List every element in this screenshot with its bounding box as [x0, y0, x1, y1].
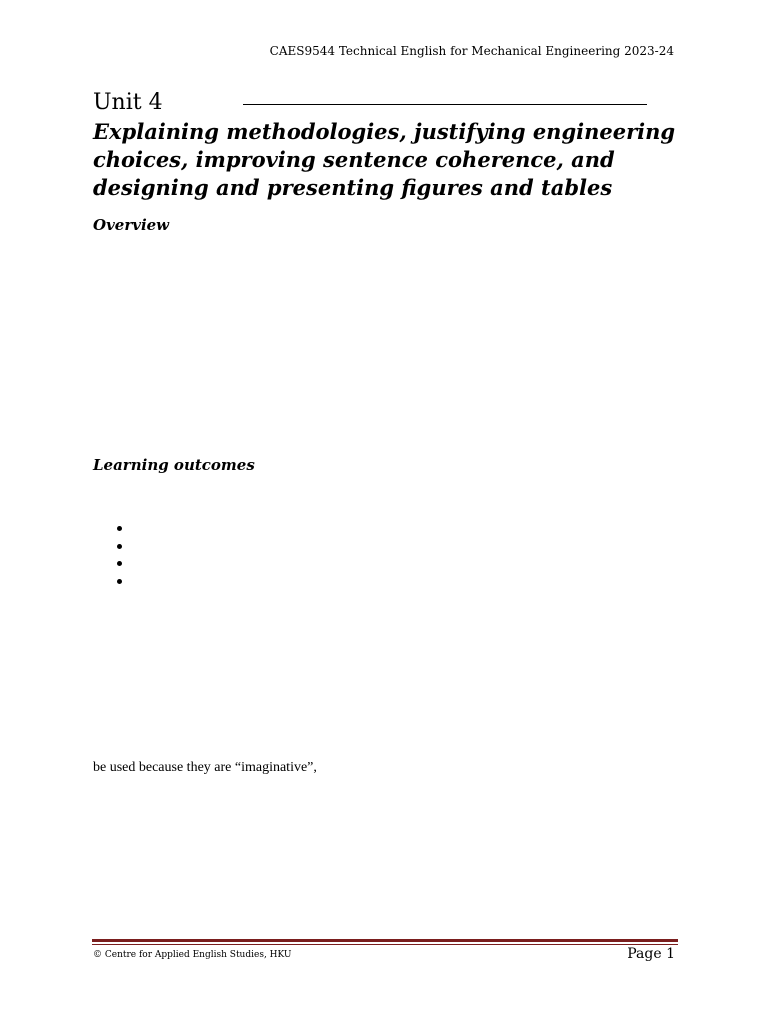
unit-heading-rule [243, 104, 647, 105]
unit-title: Explaining methodologies, justifying engineering choices, improving sentence coherence, and designing and presenting figures and tables [93, 119, 676, 200]
bullet-point [117, 561, 122, 566]
footer-rule-thin [92, 944, 678, 945]
bullet-point [117, 579, 122, 584]
footer-rule [92, 939, 678, 942]
overview-heading: Overview [93, 216, 170, 234]
unit-heading-row [93, 90, 648, 120]
bullet-point [117, 544, 122, 549]
unit-label: Unit 4 [93, 90, 163, 115]
footer-copyright: © Centre for Applied English Studies, HKU [93, 950, 292, 960]
body-text-fragment: be used because they are “imaginative”, [93, 760, 317, 775]
page-number: Page 1 [627, 946, 675, 962]
learning-outcomes-heading: Learning outcomes [93, 456, 255, 474]
running-header: CAES9544 Technical English for Mechanical Engineering 2023-24 [269, 44, 674, 58]
bullet-point [117, 526, 122, 531]
